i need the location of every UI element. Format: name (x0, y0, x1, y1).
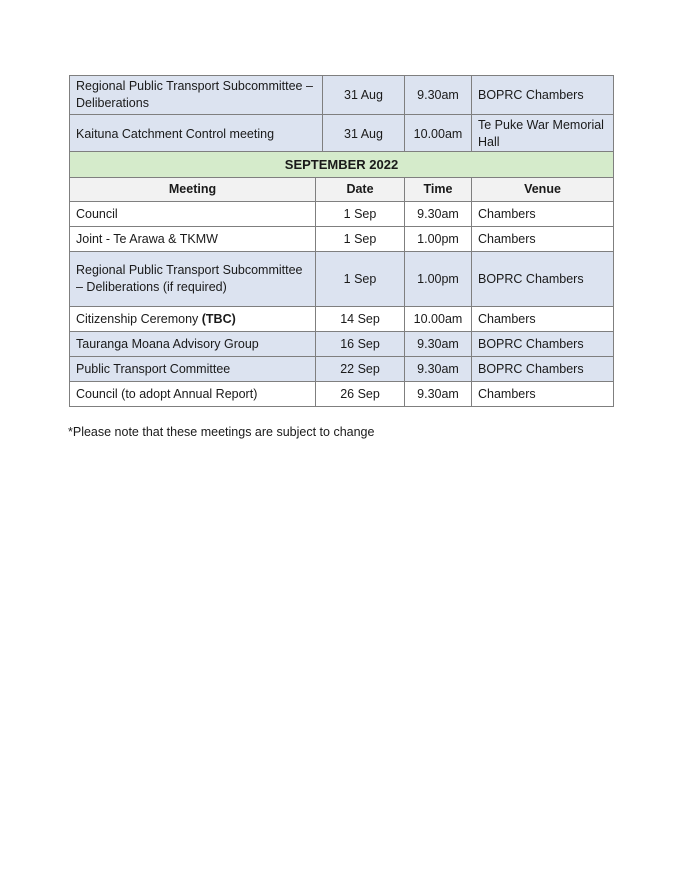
column-header-date: Date (316, 178, 405, 202)
tbc-flag: (TBC) (201, 311, 236, 326)
meeting-date: 31 Aug (323, 115, 405, 154)
meeting-time: 10.00am (405, 115, 472, 154)
meeting-venue: BOPRC Chambers (472, 332, 614, 357)
column-header-venue: Venue (472, 178, 614, 202)
meeting-time: 1.00pm (405, 252, 472, 307)
meeting-venue: BOPRC Chambers (472, 252, 614, 307)
meeting-date: 14 Sep (316, 307, 405, 332)
table-row (70, 307, 614, 332)
meeting-name-cell (70, 307, 316, 332)
month-heading-row (70, 152, 614, 178)
column-header-time: Time (405, 178, 472, 202)
meeting-time: 9.30am (405, 382, 472, 407)
meeting-venue: Chambers (472, 227, 614, 252)
meeting-name: Kaituna Catchment Control meeting (70, 115, 323, 154)
meeting-date: 1 Sep (316, 202, 405, 227)
meeting-date: 1 Sep (316, 252, 405, 307)
table-row (70, 115, 614, 154)
meeting-date: 31 Aug (323, 76, 405, 115)
meeting-venue: BOPRC Chambers (472, 357, 614, 382)
table-row (70, 252, 614, 307)
meeting-name: Regional Public Transport Subcommittee – Deliberations (if required) (70, 252, 316, 307)
meeting-time: 9.30am (405, 357, 472, 382)
column-header-row (70, 178, 614, 202)
meeting-venue: Chambers (472, 307, 614, 332)
month-heading: SEPTEMBER 2022 (70, 152, 614, 178)
meeting-name: Joint - Te Arawa & TKMW (70, 227, 316, 252)
meeting-name: Public Transport Committee (70, 357, 316, 382)
meeting-name: Tauranga Moana Advisory Group (70, 332, 316, 357)
meeting-time: 1.00pm (405, 227, 472, 252)
september-meetings-table (69, 151, 614, 407)
footnote: *Please note that these meetings are subject to change (68, 425, 375, 439)
meeting-name: Council (70, 202, 316, 227)
table-row (70, 76, 614, 115)
meeting-venue: Chambers (472, 382, 614, 407)
meeting-venue: Chambers (472, 202, 614, 227)
meeting-venue: Te Puke War Memorial Hall (472, 115, 614, 154)
august-meetings-table (69, 75, 614, 154)
table-row (70, 332, 614, 357)
meeting-date: 16 Sep (316, 332, 405, 357)
table-row (70, 382, 614, 407)
meeting-venue: BOPRC Chambers (472, 76, 614, 115)
table-row (70, 227, 614, 252)
meeting-time: 10.00am (405, 307, 472, 332)
table-row (70, 357, 614, 382)
column-header-meeting: Meeting (70, 178, 316, 202)
meeting-time: 9.30am (405, 76, 472, 115)
meeting-date: 26 Sep (316, 382, 405, 407)
meeting-date: 22 Sep (316, 357, 405, 382)
meeting-name: Citizenship Ceremony (76, 311, 202, 326)
meeting-name: Council (to adopt Annual Report) (70, 382, 316, 407)
meeting-time: 9.30am (405, 202, 472, 227)
meeting-date: 1 Sep (316, 227, 405, 252)
table-row (70, 202, 614, 227)
meeting-name: Regional Public Transport Subcommittee – Deliberations (70, 76, 323, 115)
meeting-time: 9.30am (405, 332, 472, 357)
